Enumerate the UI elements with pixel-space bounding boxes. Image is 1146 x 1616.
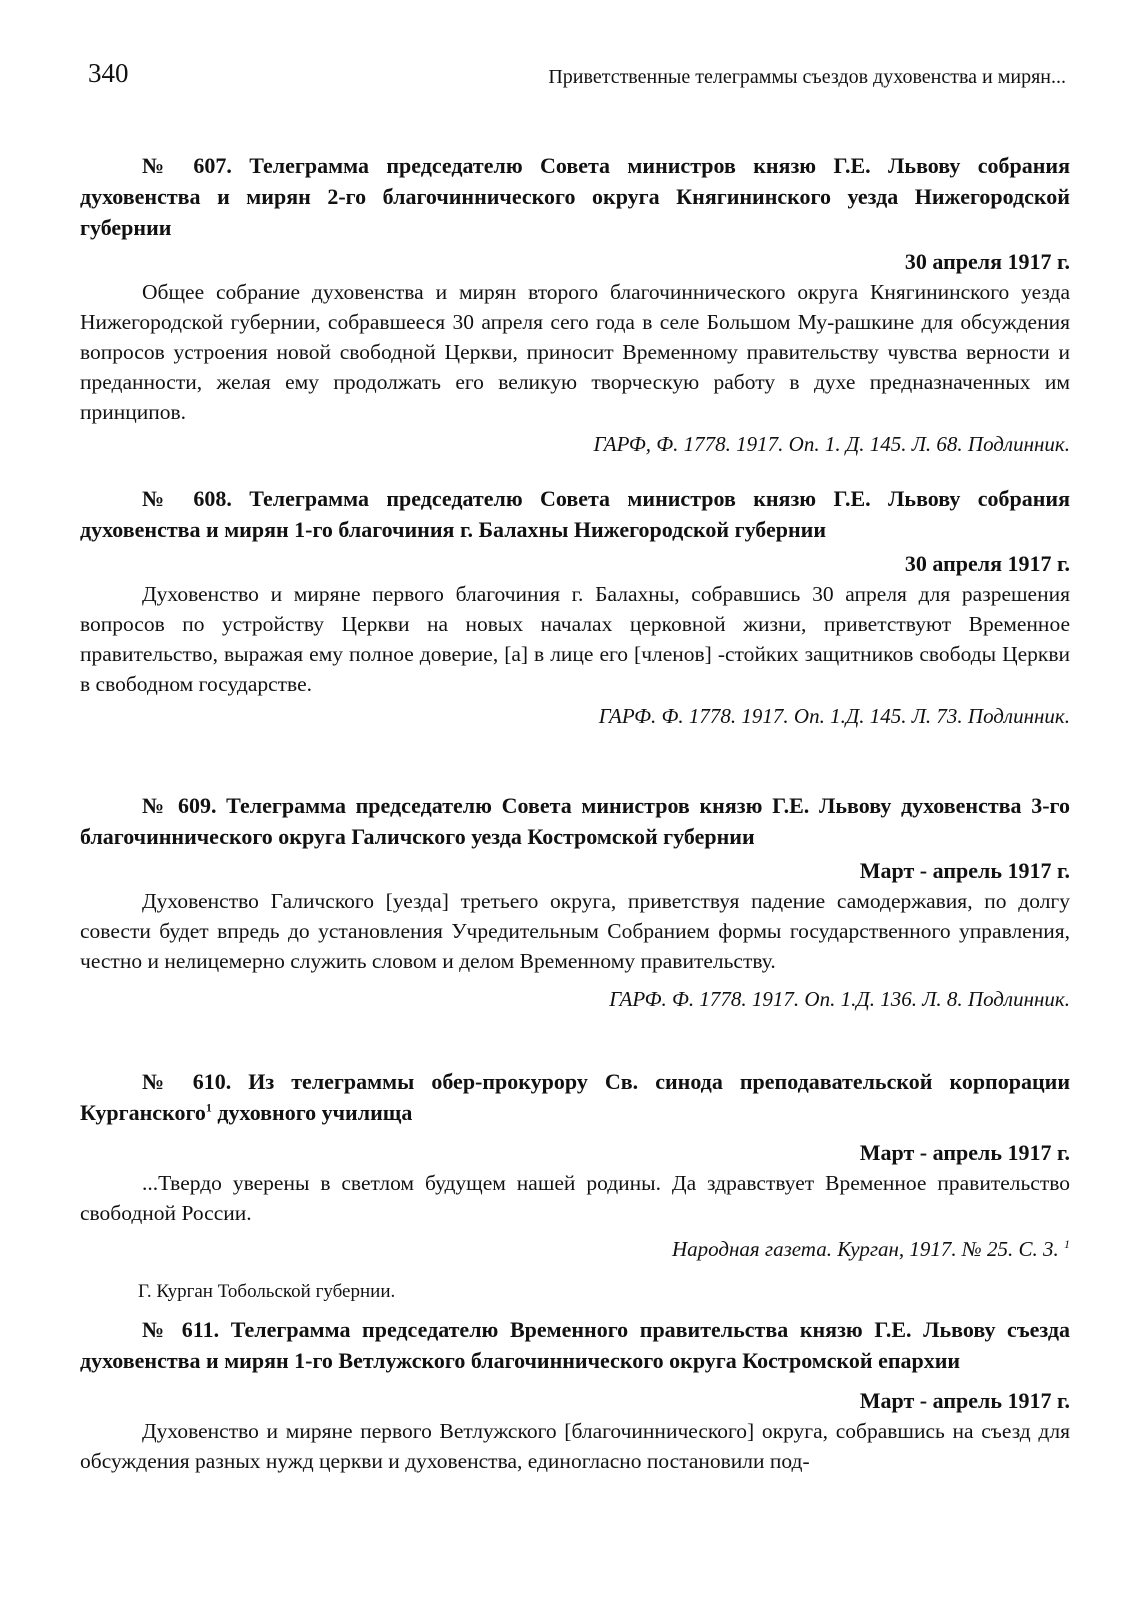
archive-source <box>80 1234 1070 1264</box>
document-title-text-end: духовного училища <box>211 1100 413 1125</box>
page-number: 340 <box>88 58 129 88</box>
document-date: 30 апреля 1917 г. <box>904 551 1070 576</box>
archive-source: ГАРФ. Ф. 1778. 1917. Оп. 1.Д. 136. Л. 8. Подлинник. <box>609 987 1070 1011</box>
document-608 <box>80 483 1070 731</box>
document-610 <box>80 1066 1070 1306</box>
document-body: Духовенство и миряне первого благочиния г. Балахны, собравшись 30 апреля для разрешения вопросов по устройству Церкви на новых началах церковной жизни, приветствуют Временное правительство, выражая ему полное доверие, [а] в лице его [членов] -стойких защитников свободы Церкви в свободном государстве. <box>80 582 1070 696</box>
page-header <box>88 58 1066 98</box>
source-text: Народная газета. Курган, 1917. № 25. С. 3. <box>671 1237 1059 1261</box>
archive-source: ГАРФ, Ф. 1778. 1917. Оп. 1. Д. 145. Л. 68. Подлинник. <box>593 432 1070 456</box>
document-date: Март - апрель 1917 г. <box>859 1388 1070 1413</box>
document-title: № 607. Телеграмма председателю Совета министров князю Г.Е. Львову собрания духовенства и мирян 2-го благочиннического округа Княгининского уезда Нижегородской губернии <box>80 153 1070 240</box>
document-609 <box>80 790 1070 1014</box>
running-title: Приветственные телеграммы съездов духовенства и мирян... <box>548 66 1066 88</box>
document-title-text: № 610. Из телеграммы обер-прокурору Св. синода преподавательской корпорации Курганского <box>80 1069 1070 1125</box>
footnote-marker: 1 <box>205 1100 212 1115</box>
document-date: Март - апрель 1917 г. <box>859 858 1070 883</box>
document-body: Общее собрание духовенства и мирян второго благочиннического округа Княгининского уезда Нижегородской губернии, собравшееся 30 апреля сего года в селе Большом Му-рашкине для обсуждения вопросов устроения новой свободной Церкви, приносит Временному правительству чувства верности и преданности, желая ему продолжать его великую творческую работу в духе предназначенных им принципов. <box>80 280 1070 424</box>
document-title <box>80 1066 1070 1128</box>
document-body: ...Твердо уверены в светлом будущем нашей родины. Да здравствует Временное правительство свободной России. <box>80 1171 1070 1225</box>
document-title: № 611. Телеграмма председателю Временного правительства князю Г.Е. Львову съезда духовенства и мирян 1-го Ветлужского благочиннического округа Костромской епархии <box>80 1317 1070 1373</box>
footnote-marker: 1 <box>1064 1237 1070 1251</box>
document-title: № 608. Телеграмма председателю Совета министров князю Г.Е. Львову собрания духовенства и мирян 1-го благочиния г. Балахны Нижегородской губернии <box>80 486 1070 542</box>
document-body: Духовенство и миряне первого Ветлужского [благочиннического] округа, собравшись на съезд для обсуждения разных нужд церкви и духовенства, единогласно постановили под- <box>80 1419 1070 1473</box>
archive-source: ГАРФ. Ф. 1778. 1917. Оп. 1.Д. 145. Л. 73. Подлинник. <box>598 704 1070 728</box>
document-607 <box>80 150 1070 459</box>
document-611 <box>80 1314 1070 1476</box>
document-date: Март - апрель 1917 г. <box>859 1140 1070 1165</box>
footnote: Г. Курган Тобольской губернии. <box>138 1281 396 1302</box>
document-title: № 609. Телеграмма председателю Совета министров князю Г.Е. Львову духовенства 3-го благочиннического округа Галичского уезда Костромской губернии <box>80 793 1070 849</box>
document-date: 30 апреля 1917 г. <box>904 249 1070 274</box>
document-body: Духовенство Галичского [уезда] третьего округа, приветствуя падение самодержавия, по долгу совести будет впредь до установления Учредительным Собранием формы государственного управления, честно и нелицемерно служить словом и делом Временному правительству. <box>80 889 1070 973</box>
